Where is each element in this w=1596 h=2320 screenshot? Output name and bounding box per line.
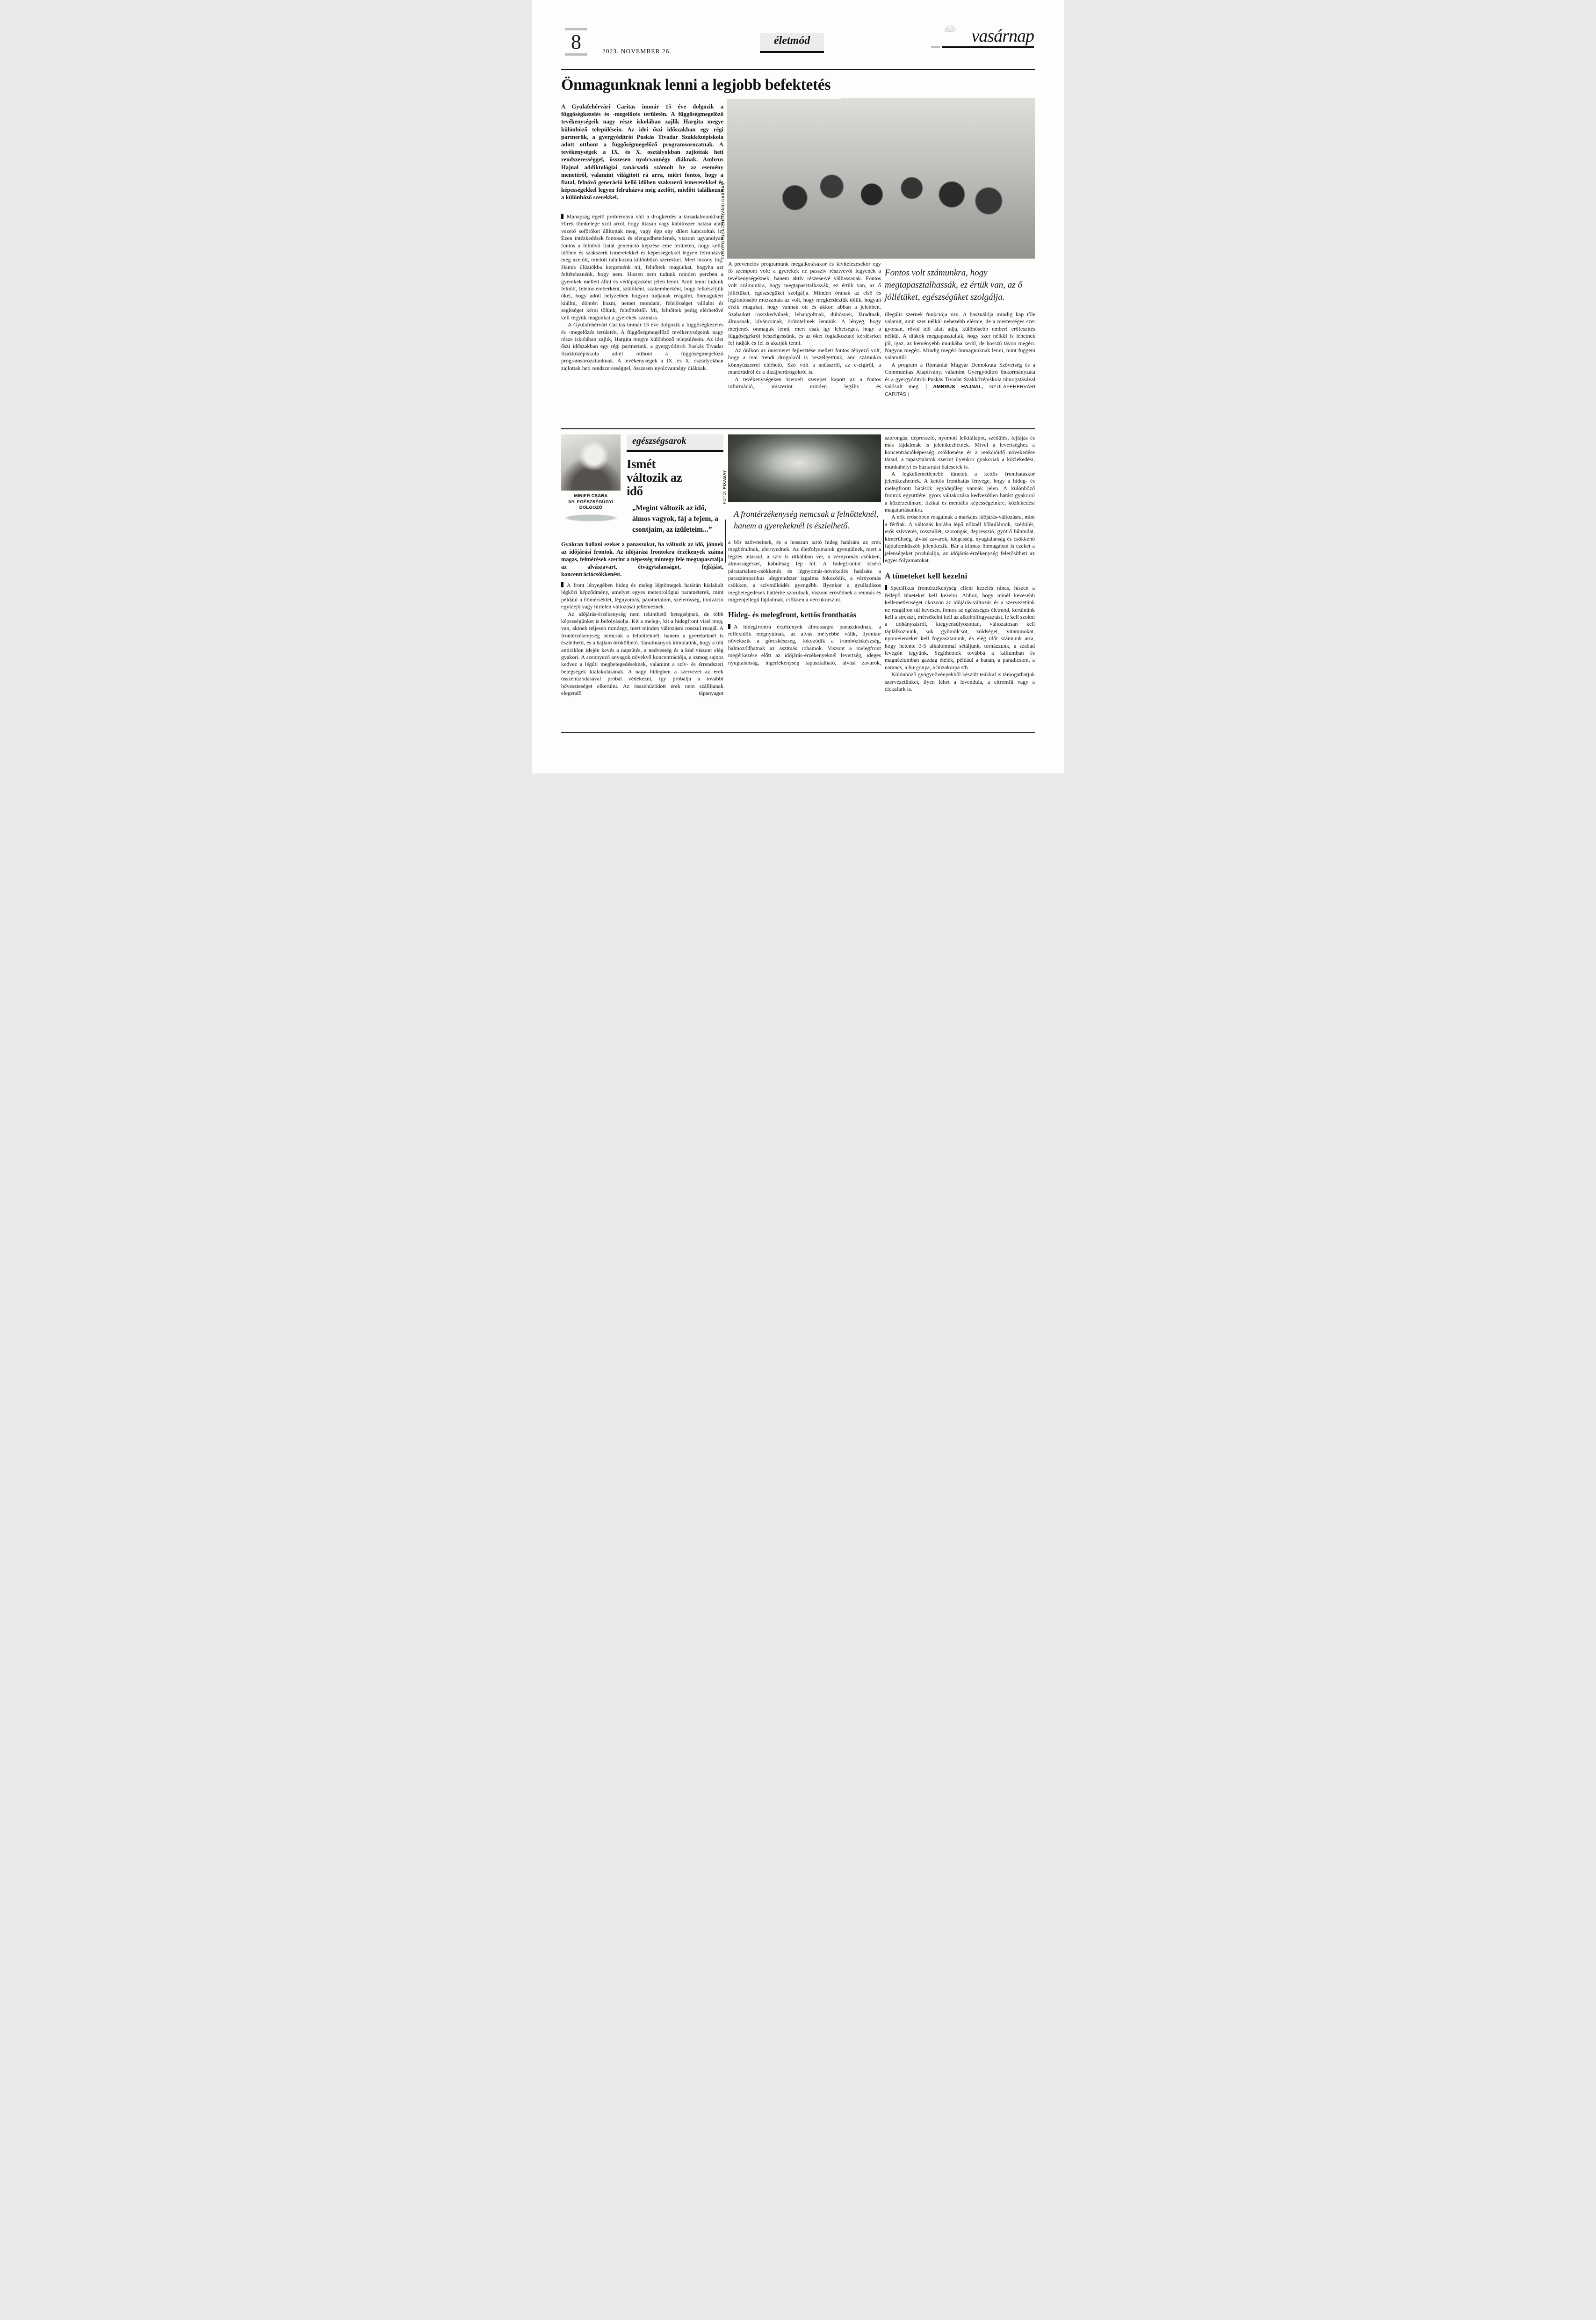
article-main <box>561 70 1035 428</box>
paragraph: A hidegfrontra érzékenyek álmosságra panaszkodnak, a reflexidők megnyúlnak, az alvás mélyebbé válik, ilyenkor növekszik a görcskészség, fokozódik a trombóziskészség, halmozódhatnak az asztmás rohamok. Viszont a melegfront megérkezése előtt az időjárás-érzékenyeknél levertség, ideges nyugtalanság, ingerlékenység tapasztalható, alvási zavarok, <box>728 623 881 666</box>
newspaper-page <box>532 0 1064 773</box>
author-block <box>561 434 621 535</box>
subheading: A tüneteket kell kezelni <box>885 571 968 581</box>
paragraph: illegális szernek funkciója van. A használója mindig kap tőle valamit, amit szer nélkül nehezebb elérnie, de a mesterséges szer gyorsan, rövid idő alatt adja, különösebb emberi erőfeszítés nélkül. A diákok megtapasztalták, hogy szer nélkül is lehetnek jól, igaz, az keményebb munkába kerül, de hosszú távon megéri. Nagyon megéri. Mindig megéri önmagunknak lenni, mint függeni valamitől. <box>885 311 1035 361</box>
health-column-3 <box>885 434 1035 735</box>
author-name: MINIER CSABA <box>574 493 608 499</box>
issue-date: 2023. NOVEMBER 26. <box>602 48 672 55</box>
paragraph: Manapság égető problémává vált a drogkérdés a társadalmunkban. Hírek tömkelege szól arról, hogy ittasan vagy kábítószer hatása alatt vezető sofőröket állítottak meg, vagy épp egy dílert kapcsoltak le. Ezen intézkedések fontosak és elengedhetetlenek, viszont ugyanolyan fontos a felnövő fiatal generáció képzése eme területen, hogy kellő időben és szakszerű ismeretekkel és képességekkel legyen felruházva még azelőtt, mielőtt találkozna különböző szerekkel. Mert bizony fog. Hamis illúziókba kergetnénk mi, felnőttek magunkat, hogyha azt feltételeznénk, hogy nem. Hiszen nem tudunk minden percben a gyerekek mellett állni és védőpajzsként jelen lenni. Amit tenni tudunk felnőtt, felelős emberként, szülőként, szakemberként, hogy felkészítjük őket, hogy adott helyzetben hogyan tudjanak reagálni, önmagukért kiállni, döntést hozni, nemet mondani, felelősséget vállalni és segítséget kérni tőlünk, felnőttektől. Mi, felnőttek pedig elérhetővé kell tegyük magunkat a gyerekek számára. <box>561 213 723 321</box>
photo-credit-name: PIXABAY <box>722 470 727 490</box>
paragraph: A Gyulafehérvári Caritas immár 15 éve dolgozik a függőségkezelés és -megelőzés területén. A függőségmegelőző tevékenységeink nagy része iskolában zajlik, Hargita megye különböző településein. Az idei őszi időszakban egy régi partnerünk, a gyergyóditrói Puskás Tivadar Szakközépiskola adott otthont a függőségmegelőző programsorozatunknak. A tevékenységek a IX. és X. osztályokban zajlottak heti rendszerességgel, összesen nyolcvannégy diáknak. <box>561 321 723 371</box>
brand-logo: vasárnap <box>971 26 1034 46</box>
article-column-3 <box>885 260 1035 398</box>
author-role: NY. EGÉSZSÉGÜGYI <box>568 499 614 505</box>
page-number: 8 <box>571 30 581 53</box>
divider <box>565 53 587 56</box>
article-column-2 <box>728 260 881 390</box>
author-photo <box>561 434 621 491</box>
column-rule <box>883 520 884 563</box>
photo-credit <box>722 434 727 504</box>
group-photo <box>721 98 1035 259</box>
headline: Önmagunknak lenni a legjobb befektetés <box>561 74 841 99</box>
paragraph: A nők erősebben reagálnak a markáns időjárás-változásra, mint a férfiak. A változás korába lépő nőknél hőhullámok, szédülés, erős szívverés, rosszullét, szorongás, depresszió, gyötrő bűntudat, kimerültség, alvási zavarok, idegesség, nyugtalanság és csökkenő fájdalomküszöb jelentkezik. Bár a klimax önmagában is ezeket a jelenségeket produkálja, az időjárás-érzékenység felerősítheti az egyes folyamatokat. <box>885 513 1035 564</box>
paragraph: Az időjárás-érzékenység nem tekinthető betegségnek, de több képességünket is befolyásolja. Kit a meleg-, kit a hidegfront visel meg, van, akinek teljesen mindegy, mert minden változásra rosszul reagál. A frontérzékenység nemcsak a felnőtteknél, hanem a gyerekeknél is észlelhető, és a hajlam örökölhető. Tanulmányok kimutatták, hogy a téli anticiklon idején kevés a napsütés, a nedvesség és a köd viszont elég gyakori. A szennyező anyagok növekvő koncentrációja, a szmog sajnos kedvez a légúti megbetegedéseknek, valamint a szív- és érrendszeri betegségek kialakulásának. A nagy hidegben a szervezet az erek összehúzódásával próbál védekezni, így próbálja a további hőveszteséget elkerülni. Az összehúzódott erek nem szállítanak elegendő tápanyagot <box>561 610 723 697</box>
author-caption <box>561 493 621 511</box>
byline-author: AMBRUS HAJNAL, <box>933 384 983 390</box>
paragraph: szorongás, depresszió, nyomott lelkiállapot, szédülés, fejfájás és más fájdalmak is jelentkezhetnek. Mivel a levertséghez a koncentrációképesség csökkenése és a reakcióidő növekedése társul, a tapasztalatok szerint ilyenkor gyakoriak a közlekedési, munkahelyi és háztartási balesetek is. <box>885 434 1035 470</box>
article-lead: A Gyulafehérvári Caritas immár 15 éve dolgozik a függőségkezelés és -megelőzés területén. A függőségmegelőző tevékenységeik nagy része iskolában zajlik Hargita megye különböző településein. Az idei őszi időszakban egy régi partnerük, a gyergyóditrói Puskás Tivadar Szakközépiskola adott otthont a függőségmegelőző programsorozatnak. A tevékenységek a IX. és X. osztályokban zajlottak heti rendszerességgel, összesen nyolcvannégy diáknak. Ambrus Hajnal addiktológiai tanácsadó számolt be az esemény menetéről, valamint világított rá arra, miért fontos, hogy a fiatal, felnövő generáció kellő időben szakszerű ismeretekkel és képességekkel legyen felruházva még azelőtt, mielőtt találkozna a különböző szerekkel. <box>561 103 723 201</box>
caption-shadow <box>565 514 617 521</box>
page-header <box>561 26 1035 67</box>
article-column-1 <box>561 213 723 372</box>
photo-credit-label: FOTÓ: <box>721 244 725 259</box>
closing-text: A program a Romániai Magyar Demokrata Szövetség és a Communitas Alapítvány, valamint Gyergyóditró önkormányzata és a gyergyóditrói Puskás Tivadar Szakközépiskola támogatásával valósult meg. | <box>885 361 1035 390</box>
photo-credit-label: FOTÓ: <box>722 489 727 504</box>
closing-paragraph <box>885 361 1035 398</box>
opening-quote: „Megint változik az idő, álmos vagyok, fáj a fejem, a csontjaim, az ízületeim...” <box>632 504 718 534</box>
divider <box>561 732 1035 733</box>
paragraph: A legkellemetlenebb tünetek a kettős fronthatáskor jelentkezhetnek. A kettős fronthatás lényege, hogy a hideg- és melegfronti hatások egyidejűleg vannak jelen. A különböző frontok együttléte, gyors váltakozása kedvezőtlen hatást gyakorol a közérzetünkre, fizikai és mentális képességeinkre, közlekedési magatartásunkra. <box>885 470 1035 513</box>
paragraph: Az órákon az önismeret fejlesztése mellett fontos tényező volt, hogy a mai trendi drogokról is beszélgettünk, ami számukra könnyűszerrel elérhető. Szó volt a snüsszről, az e-cigiről, a manórúdról és a dizájnerdrogokról is. <box>728 347 881 376</box>
pull-quote: Fontos volt számunkra, hogy megtapasztalhassák, ez értük van, az ő jóllétüket, egészségüket szolgálja. <box>885 268 1022 302</box>
health-section-label: egészségsarok <box>627 434 723 452</box>
byline-organization: GYULAFEHÉRVÁRI CARITAS | <box>885 384 1035 398</box>
photo-credit-name: GYULAFEHÉRVÁRI CARITAS <box>721 182 725 244</box>
photo-credit <box>721 182 725 259</box>
author-role: DOLGOZÓ <box>579 505 603 510</box>
brand-block <box>942 26 1034 48</box>
health-header <box>561 434 723 535</box>
paragraph: a bőr szöveteinek, és a hosszan tartó hideg hatására az erek megbénulnak, elernyednek. Az életfolyamatok gyengülnek, mert a légzés lelassul, a szív is ritkábban ver, a vérnyomás csökken, álmosságérzet, kábultság lép fel. A hidegfrontot kísérő páratartalom-csökkenés és légnyomás-növekedés hatására a paraszimpatikus idegrendszer izgalma fokozódik, a vérnyomás csökken, a szívműködés gyengébb. Ilyenkor a gyulladásos megbetegedések háttérbe szorulnak, viszont erősödnek a reumás és migrénjellegű fájdalmak, csökken a vércukorszint. <box>728 539 881 603</box>
paragraph: Különböző gyógynövényekből készült teákkal is támogathatjuk szervezetünket, ilyen lehet a levendula, a citromfű vagy a cickafark is. <box>885 671 1035 692</box>
paragraph: A prevenciós programunk megalkotásakor és kivitelezésekor egy fő szempont volt: a gyerekek ne passzív résztvevői legyenek a tevékenységeknek, hanem aktív részeseivé válhassanak. Fontos volt számunkra, hogy megtapasztalhassák, ez értük van, az ő jóllétüket, egészségüket szolgálja. Minden órának az első és legfontosabb mozzanata az volt, hogy megkérdeztük tőlük, hogyan érzik magukat, hogy vannak ott és akkor, abban a jelenben. Szabadott rosszkedvűnek, lehangoltnak, dühösnek, fáradtnak, álmosnak, kíváncsinak, örömtelinek lenniük. A lényeg, hogy merjenek önmaguk lenni, mert csak így lehetséges, hogy a függőségekről beszélgessünk, és az őket foglalkoztató kérdéseket fel tudják és fel is akarják tenni. <box>728 260 881 347</box>
column-rule <box>725 520 726 563</box>
section-label: életmód <box>760 33 824 53</box>
plant-photo <box>722 434 881 504</box>
health-column-1 <box>561 434 723 735</box>
paragraph: Specifikus frontérzékenység elleni kezelés nincs, hiszen a fellépő tüneteket kell kezelni. Ahhoz, hogy minél kevesebb kellemetlenséget okozzon az időjárás-változás és a szervezetünk ne reagáljon túl hevesen, fontos az egészséges életmód, kerülnünk kell a stresszt, mérsékelni kell az alkoholfogyasztást, le kell szokni a dohányzásról, kiegyensúlyozottan, változatosan kell táplálkoznunk, sok gyümölcsöt, zöldséget, vitaminokat, nyomelemeket kell fogyasztanunk, és elég időt szánnunk arra, hogy hetente 3-5 alkalommal sétáljunk, tornázzunk, a szabad levegőn legyünk. Segíthetnek továbbá a káliumban és magnéziumban gazdag ételek, például a banán, a paradicsom, a narancs, a burgonya, a búzakorpa stb. <box>885 585 1035 671</box>
divider <box>561 428 1035 429</box>
page-number-block <box>564 28 588 56</box>
subheading: Hideg- és melegfront, kettős fronthatás <box>728 610 856 619</box>
divider <box>942 46 1034 48</box>
italic-pull-quote: A frontérzékenység nemcsak a felnőtteknél, hanem a gyerekeknél is észlelhető. <box>734 509 879 530</box>
health-column-2 <box>722 434 881 735</box>
health-title: Ismét változik az idő <box>627 457 682 498</box>
health-intro: Gyakran hallani ezeket a panaszokat, ha változik az idő, jönnek az időjárási frontok. Az időjárási frontokra érzékenyek száma magas, felmérések szerint a népesség mintegy fele megtapasztalja az alvászavart, étvágytalanságot, fejfájást, koncentrációcsökkenést. <box>561 541 723 578</box>
article-health <box>561 434 1035 735</box>
title-block <box>621 434 723 535</box>
paragraph: A tevékenységeken kiemelt szerepet kapott az a fontos információ, miszerint minden legális és <box>728 376 881 390</box>
paragraph: A front lényegében hideg és meleg légtömegek határán kialakult légköri képződmény, amelyet egyes meteorológiai paraméterek, mint például a hőmérséklet, légnyomás, páratartalom, szélerősség, ionizáció egyidejű vagy hirtelen változásai jellemeznek. <box>561 582 723 610</box>
